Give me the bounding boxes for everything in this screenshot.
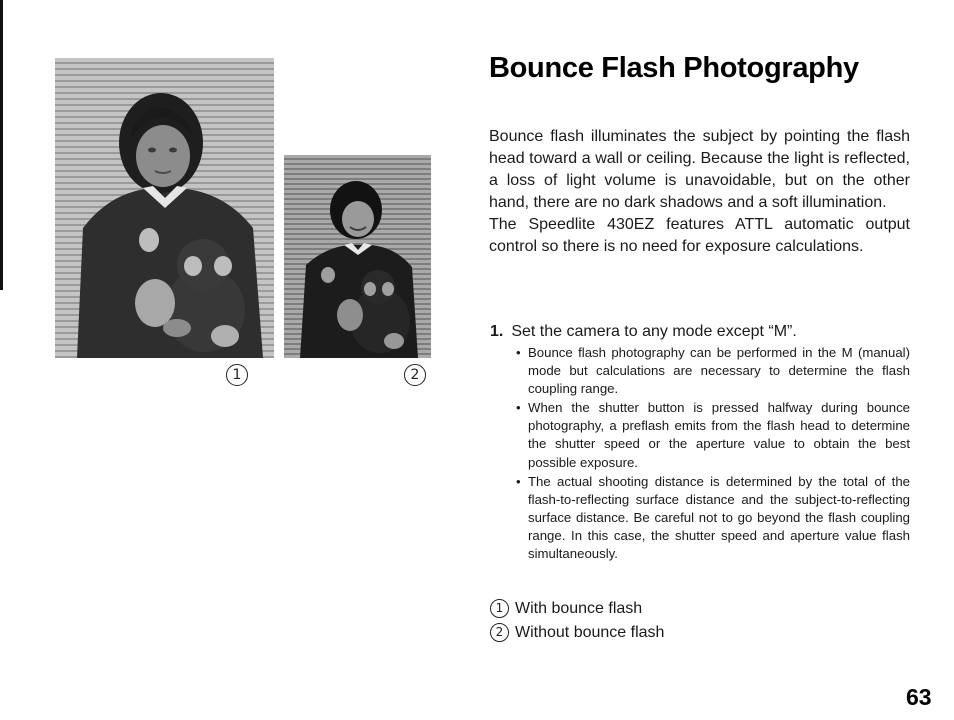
child-with-teddy-bear-illustration	[55, 58, 274, 358]
legend-text: Without bounce flash	[515, 624, 665, 641]
intro-paragraph-2: The Speedlite 430EZ features ATTL automatic output control so there is no need for exposure calculations.	[489, 216, 910, 255]
intro-paragraph-1: Bounce flash illuminates the subject by pointing the flash head toward a wall or ceiling. Because the light is reflected, a loss of light volume is unavoidable, but on the other hand, there are no dark shadows and a soft illumination.	[489, 128, 910, 211]
photo-1-marker: 1	[226, 364, 248, 386]
step-number: 1.	[490, 323, 504, 340]
intro-text	[489, 126, 910, 258]
bullet-icon: •	[516, 345, 521, 360]
bullet-icon: •	[516, 400, 521, 416]
page-number: 63	[906, 684, 932, 710]
legend-text: With bounce flash	[515, 600, 643, 617]
note-item	[514, 399, 910, 471]
note-item	[514, 344, 910, 398]
photo-without-bounce-flash	[284, 155, 431, 358]
margin-rule	[0, 0, 3, 290]
note-text: The actual shooting distance is determined by the total of the flash-to-reflecting surface distance and the subject-to-reflecting surface distance. Be careful not to go beyond the flash coupling range. In this case, the shutter speed and aperture value flash simultaneously.	[528, 473, 910, 562]
legend-marker-1: 1	[490, 599, 509, 618]
step-1	[490, 322, 910, 342]
bullet-icon: •	[516, 473, 521, 489]
photo-2-marker: 2	[404, 364, 426, 386]
note-text: When the shutter button is pressed halfway during bounce photography, a preflash emits from the flash head to determine the shutter speed or the aperture value to obtain the best possible exposure.	[528, 400, 910, 470]
step-notes	[514, 344, 910, 564]
child-with-teddy-bear-illustration	[284, 155, 431, 358]
step-text: Set the camera to any mode except “M”.	[511, 323, 797, 340]
note-text: Bounce flash photography can be performed in the M (manual) mode but calculations are necessary to determine the flash coupling range.	[528, 345, 910, 397]
legend-marker-2: 2	[490, 623, 509, 642]
page-title: Bounce Flash Photography	[489, 52, 859, 84]
photo-with-bounce-flash	[55, 58, 274, 358]
legend-item	[490, 622, 790, 646]
legend-item	[490, 598, 790, 622]
note-item	[514, 473, 910, 563]
photo-legend	[490, 598, 790, 646]
